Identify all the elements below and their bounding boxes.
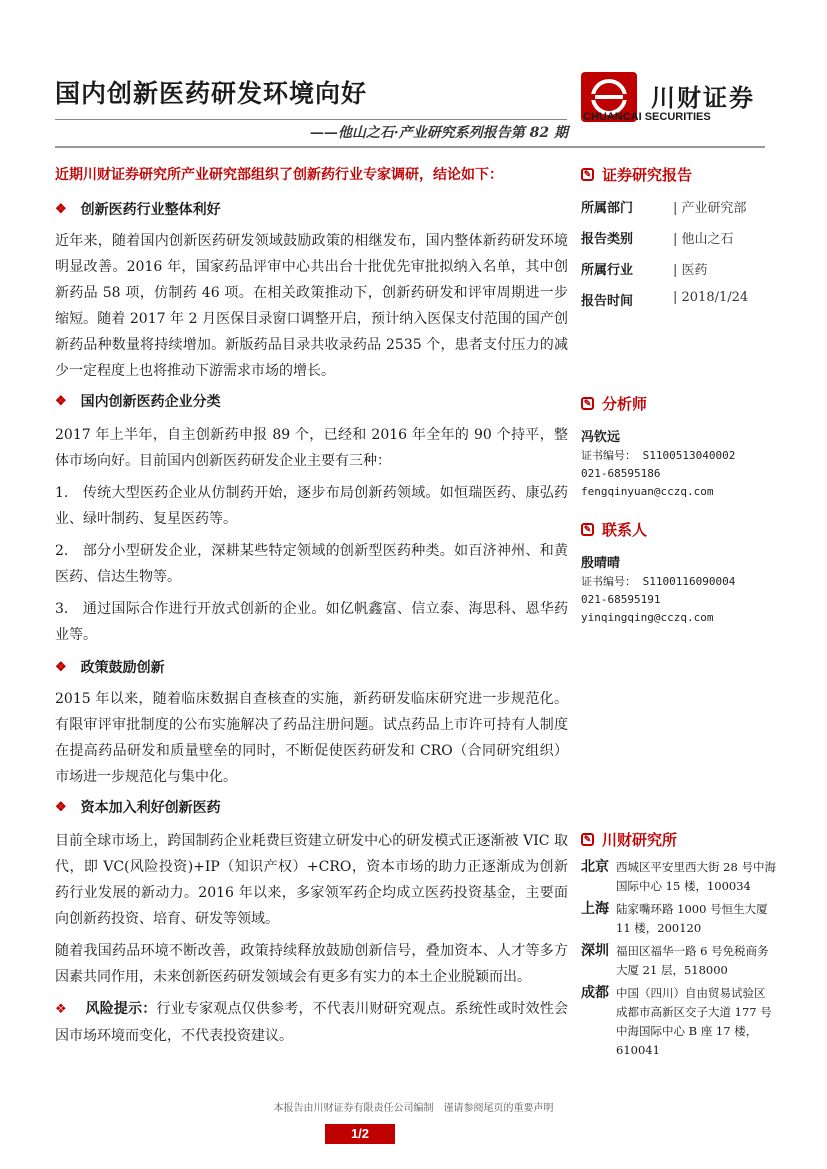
diamond-bullet-icon: ❖ [55, 1002, 67, 1017]
paragraph: 近年来，随着国内创新医药研发领域鼓励政策的相继发布，国内整体新药研发环境明显改善。2016 年，国家药品评审中心共出台十批优先审批拟纳入名单，其中创新药品 58 项，仿制药 46 项。在相关政策推动下，创新药研发和评审周期进一步缩短。随着 2017 年 2 月医保目录窗口调整开启，预计纳入医保支付范围的国产创新药品种数量将持续增加。新版药品目录共收录药品 2535 个，患者支付压力的减少一定程度上也将推动下游需求市场的增长。 [55, 233, 568, 379]
report-icon: ✎ [581, 168, 594, 181]
risk-warning [55, 996, 568, 1049]
person-icon: ✎ [581, 523, 594, 536]
diamond-bullet-icon: ❖ [55, 660, 67, 675]
office-shanghai: 上海 陆家嘴环路 1000 号恒生大厦 11 楼，200120 [581, 901, 768, 935]
section-heading: ❖ 资本加入利好创新医药 [55, 794, 568, 822]
intro-line: 近期川财证券研究所产业研究部组织了创新药行业专家调研，结论如下： [55, 167, 503, 183]
office-beijing: 北京 西城区平安里西大街 28 号中海国际中心 15 楼，100034 [581, 859, 776, 893]
list-item: 2. 部分小型研发企业，深耕某些特定领域的创新型医药种类。如百济神州、和黄医药、信达生物等。 [55, 543, 568, 585]
meta-row: 报告类别 | 他山之石 [581, 232, 734, 247]
diamond-bullet-icon: ❖ [55, 202, 67, 217]
contact-phone: 021-68595191 [581, 593, 661, 606]
sidebar [581, 164, 781, 321]
contact-heading: ✎ 联系人 [581, 519, 781, 540]
analyst-block [581, 393, 781, 501]
brand-name: 川财证券 [651, 84, 755, 112]
brand-name-en: CHUANCAI SECURITIES [583, 111, 711, 123]
meta-row: 所属行业 | 医药 [581, 263, 708, 278]
contact-email[interactable]: yinqingqing@cczq.com [581, 611, 714, 624]
section-heading: ❖ 创新医药行业整体利好 [55, 196, 568, 224]
risk-label: 风险提示： [85, 1001, 157, 1017]
analyst-heading: ✎ 分析师 [581, 393, 781, 414]
contact-cert: 证书编号： S1100116090004 [581, 575, 736, 588]
page-number: 1/2 [325, 1124, 395, 1144]
series-subtitle: ——他山之石·产业研究系列报告第 82 期 [309, 125, 568, 141]
diamond-bullet-icon: ❖ [55, 394, 67, 409]
analyst-cert: 证书编号： S1100513040002 [581, 449, 736, 462]
report-meta [581, 197, 781, 321]
paragraph: 2015 年以来，随着临床数据自查核查的实施，新药研发临床研究进一步规范化。有限审评审批制度的公布实施解决了药品注册问题。试点药品上市许可持有人制度在提高药品研发和质量壁垒的同时，不断促使医药研发和 CRO（合同研究组织）市场进一步规范化与集中化。 [55, 691, 568, 785]
list-item: 1. 传统大型医药企业从仿制药开始，逐步布局创新药领域。如恒瑞医药、康弘药业、绿叶制药、复星医药等。 [55, 485, 568, 527]
office-chengdu: 成都 中国（四川）自由贸易试验区成都市高新区交子大道 177 号中海国际中心 B 座 17 楼，610041 [581, 985, 772, 1057]
office-shenzhen: 深圳 福田区福华一路 6 号免税商务大厦 21 层，518000 [581, 943, 769, 977]
meta-row: 所属部门 | 产业研究部 [581, 201, 747, 216]
risk-text: 行业专家观点仅供参考，不代表川财研究观点。系统性或时效性会因市场环境而变化，不代表投资建议。 [55, 1001, 569, 1044]
section-heading: ❖ 国内创新医药企业分类 [55, 388, 568, 416]
institute-block [581, 829, 776, 1060]
paragraph: 2017 年上半年，自主创新药申报 89 个，已经和 2016 年全年的 90 个持平，整体市场向好。目前国内创新医药研发企业主要有三种： [55, 427, 568, 469]
header-rule [55, 119, 567, 120]
building-icon: ✎ [581, 833, 594, 846]
page-title: 国内创新医药研发环境向好 [55, 79, 368, 108]
analyst-name: 冯钦远 [581, 430, 621, 445]
meta-row: 报告时间 | 2018/1/24 [581, 290, 749, 309]
institute-heading: ✎ 川财研究所 [581, 829, 776, 850]
analyst-phone: 021-68595186 [581, 467, 661, 480]
person-icon: ✎ [581, 397, 594, 410]
contact-name: 殷晴晴 [581, 556, 621, 571]
list-item: 3. 通过国际合作进行开放式创新的企业。如亿帆鑫富、信立泰、海思科、恩华药业等。 [55, 601, 568, 643]
main-content [55, 196, 568, 1049]
contact-block [581, 519, 781, 627]
section-heading: ❖ 政策鼓励创新 [55, 654, 568, 682]
diamond-bullet-icon: ❖ [55, 800, 67, 815]
paragraph: 目前全球市场上，跨国制药企业耗费巨资建立研发中心的研发模式正逐渐被 VIC 取代，即 VC(风险投资)+IP（知识产权）+CRO，资本市场的助力正逐渐成为创新药行业发展的新动力。2016 年以来，多家领军药企均成立医药投资基金，主要面向创新药投资、培育、研发等领域。 [55, 833, 568, 927]
report-heading: ✎ 证券研究报告 [581, 164, 781, 185]
header-divider [55, 146, 765, 148]
paragraph: 随着我国药品环境不断改善，政策持续释放鼓励创新信号，叠加资本、人才等多方因素共同作用，未来创新医药研发领域会有更多有实力的本土企业脱颖而出。 [55, 943, 568, 985]
footer-disclaimer: 本报告由川财证券有限责任公司编制 谨请参阅尾页的重要声明 [273, 1103, 554, 1114]
analyst-email[interactable]: fengqinyuan@cczq.com [581, 485, 714, 498]
